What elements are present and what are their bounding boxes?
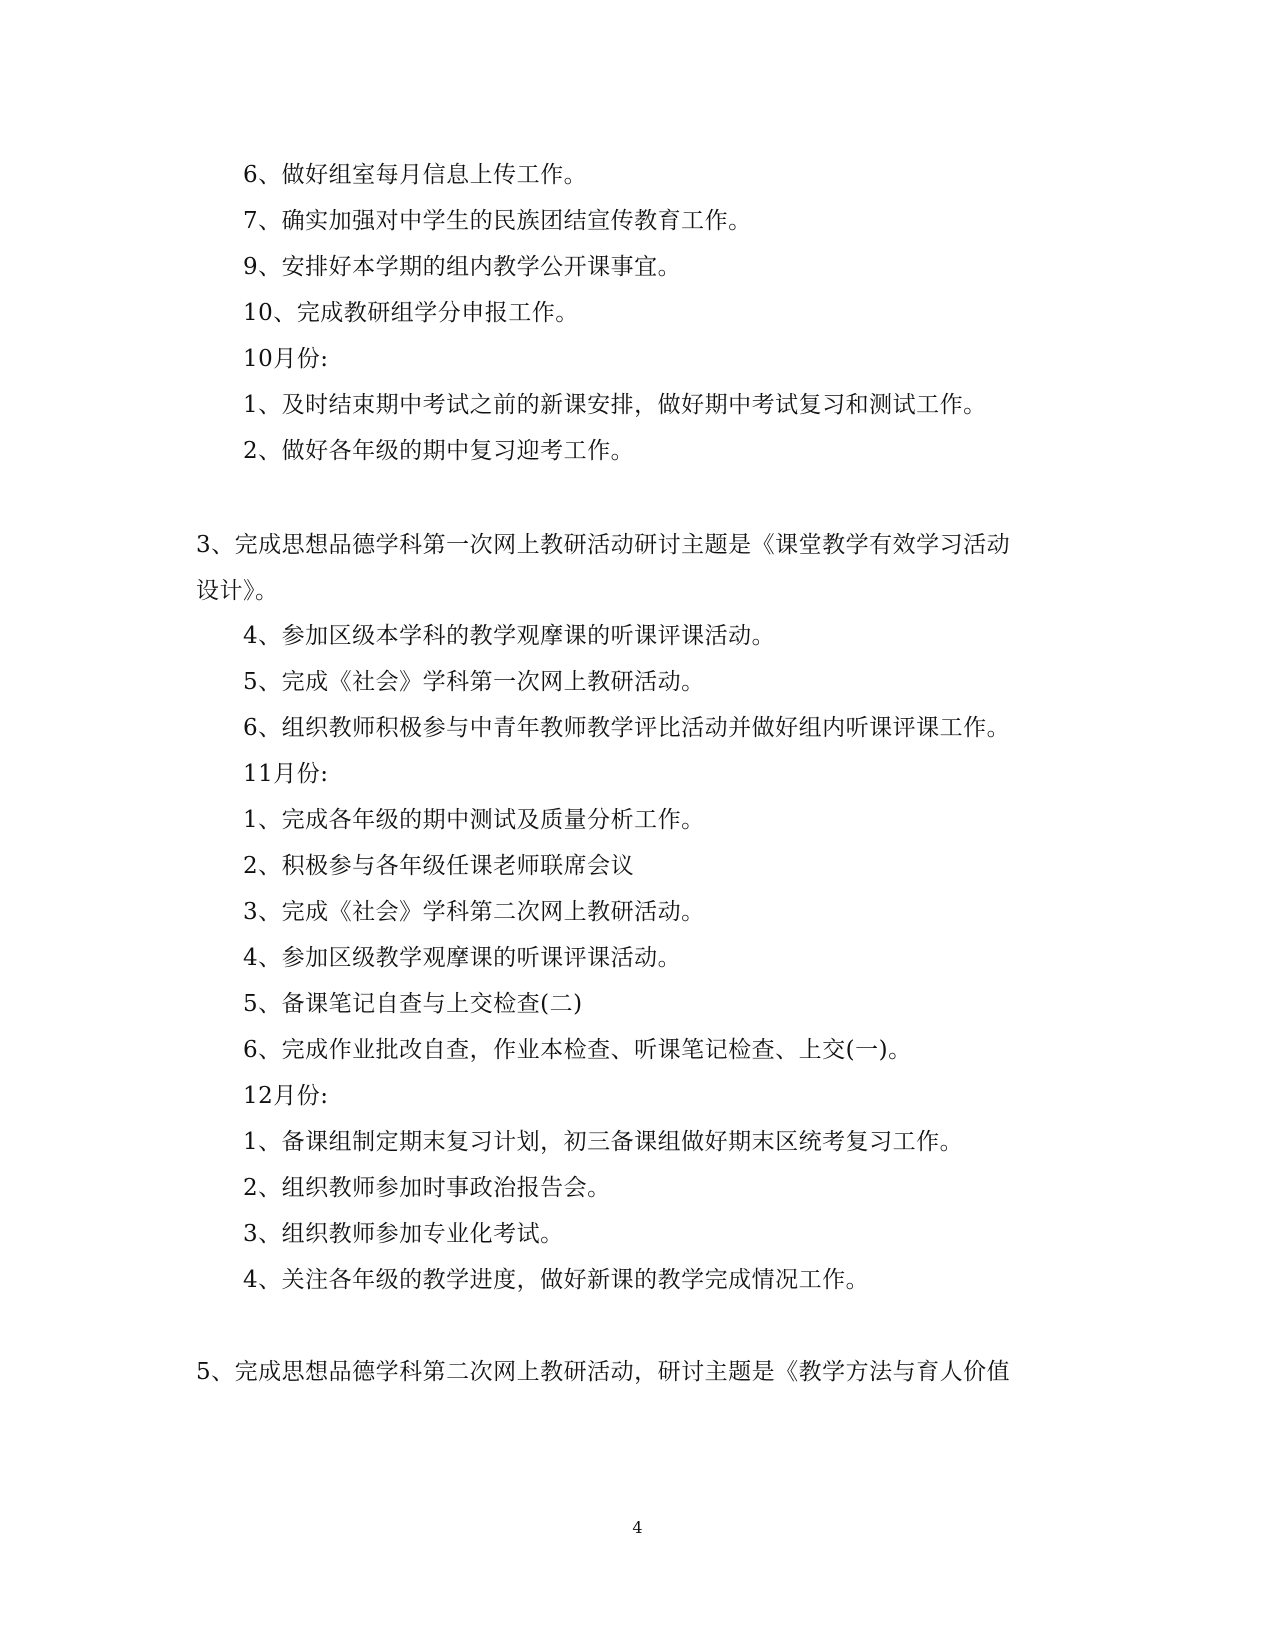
list-item: 4、关注各年级的教学进度，做好新课的教学完成情况工作。 — [243, 1267, 870, 1293]
list-item: 1、备课组制定期末复习计划，初三备课组做好期末区统考复习工作。 — [243, 1129, 964, 1155]
month-heading: 11月份: — [243, 761, 329, 787]
list-item: 3、组织教师参加专业化考试。 — [243, 1221, 564, 1247]
month-heading: 12月份: — [243, 1083, 329, 1109]
month-heading: 10月份: — [243, 346, 329, 372]
list-item: 4、参加区级本学科的教学观摩课的听课评课活动。 — [243, 623, 776, 649]
paragraph-line: 5、完成思想品德学科第二次网上教研活动，研讨主题是《教学方法与育人价值 — [196, 1359, 1011, 1385]
list-item: 3、完成《社会》学科第二次网上教研活动。 — [243, 899, 705, 925]
list-item: 2、做好各年级的期中复习迎考工作。 — [243, 438, 635, 464]
list-item: 9、安排好本学期的组内教学公开课事宜。 — [243, 254, 682, 280]
list-item: 7、确实加强对中学生的民族团结宣传教育工作。 — [243, 208, 752, 234]
list-item: 5、备课笔记自查与上交检查(二) — [243, 991, 583, 1017]
list-item: 6、组织教师积极参与中青年教师教学评比活动并做好组内听课评课工作。 — [243, 715, 1011, 741]
list-item: 2、组织教师参加时事政治报告会。 — [243, 1175, 611, 1201]
list-item: 6、做好组室每月信息上传工作。 — [243, 162, 588, 188]
list-item: 6、完成作业批改自查，作业本检查、听课笔记检查、上交(一)。 — [243, 1037, 912, 1063]
list-item: 5、完成《社会》学科第一次网上教研活动。 — [243, 669, 705, 695]
list-item: 1、完成各年级的期中测试及质量分析工作。 — [243, 807, 705, 833]
paragraph-line: 设计》。 — [196, 578, 279, 604]
list-item: 4、参加区级教学观摩课的听课评课活动。 — [243, 945, 682, 971]
list-item: 1、及时结束期中考试之前的新课安排，做好期中考试复习和测试工作。 — [243, 392, 987, 418]
paragraph-line: 3、完成思想品德学科第一次网上教研活动研讨主题是《课堂教学有效学习活动 — [196, 532, 1011, 558]
list-item: 10、完成教研组学分申报工作。 — [243, 300, 579, 326]
page-number: 4 — [632, 1518, 643, 1537]
list-item: 2、积极参与各年级任课老师联席会议 — [243, 853, 635, 879]
